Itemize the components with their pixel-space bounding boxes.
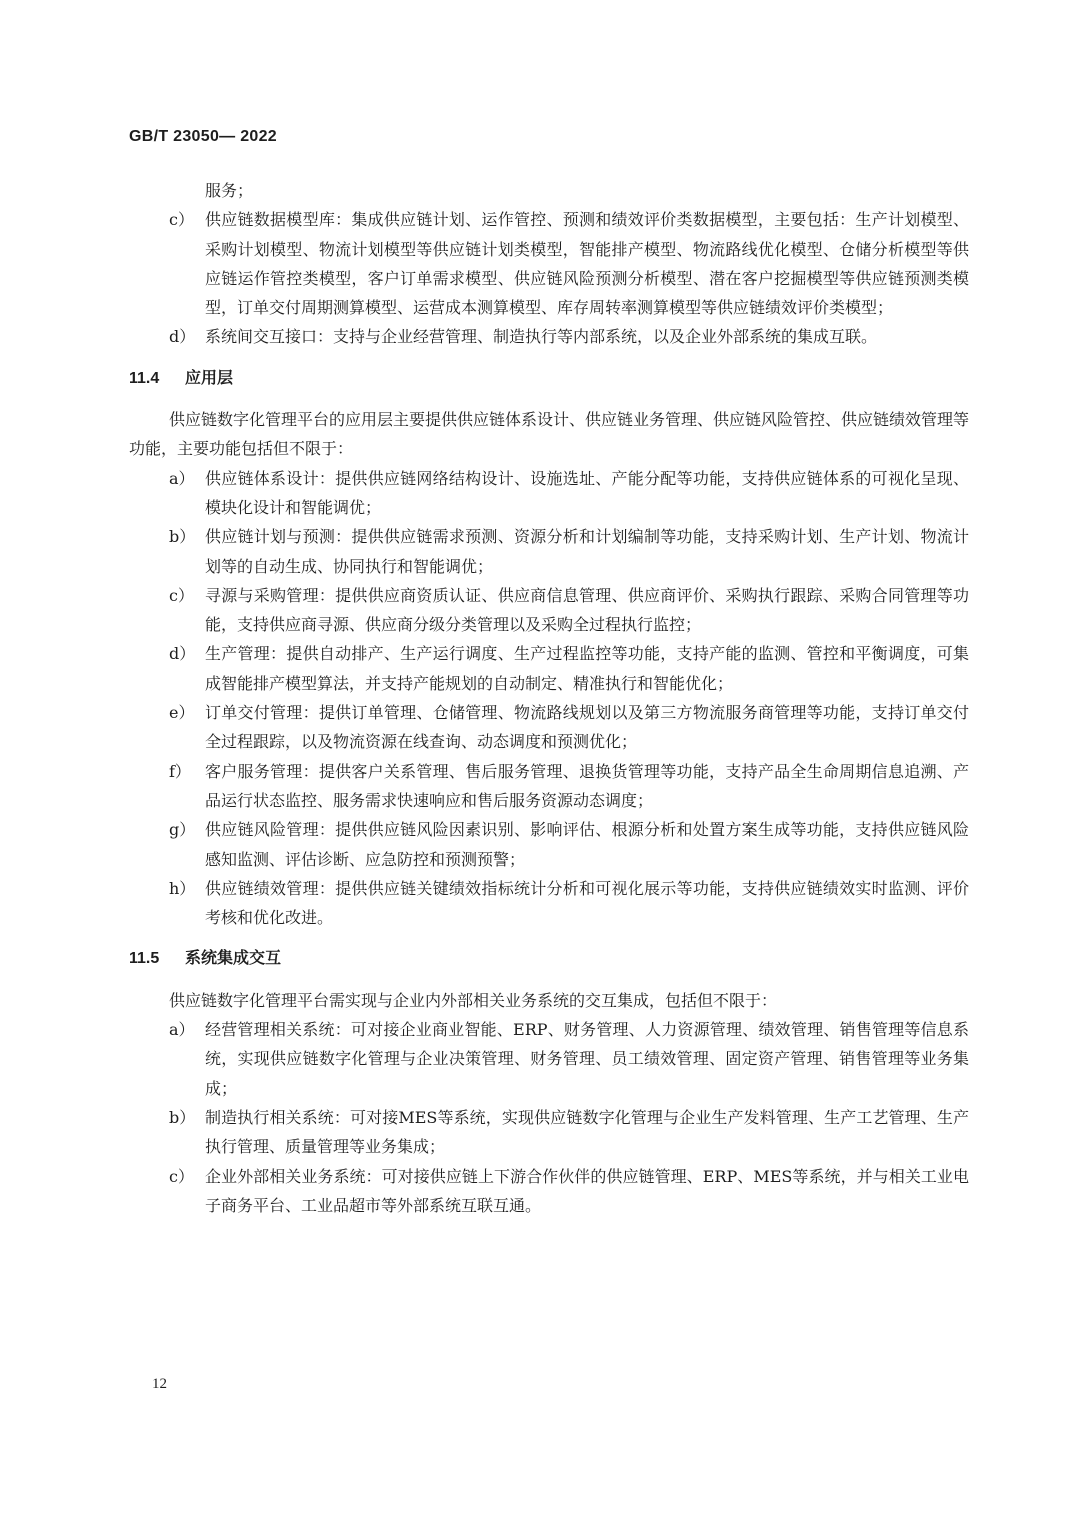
list-item [129,757,969,816]
list-item-text: 供应链数据模型库：集成供应链计划、运作管控、预测和绩效评价类数据模型，主要包括：生产计划模型、采购计划模型、物流计划模型等供应链计划类模型，智能排产模型、物流路线优化模型、仓储分析模型等供应链运作管控类模型，客户订单需求模型、供应链风险预测分析模型、潜在客户挖掘模型等供应链预测类模型，订单交付周期测算模型、运营成本测算模型、库存周转率测算模型等供应链绩效评价类模型； [205,210,969,318]
list-item-label: a） [169,468,195,488]
list-item [129,1162,969,1221]
list-item-label: d） [169,327,196,347]
list-item-text: 生产管理：提供自动排产、生产运行调度、生产过程监控等功能，支持产能的监测、管控和平衡调度，可集成智能排产模型算法，并支持产能规划的自动制定、精准执行和智能优化； [205,644,969,693]
section-title: 应用层 [185,369,234,387]
page-number: 12 [152,1376,167,1392]
document-body [129,176,969,1220]
list-item [129,464,969,523]
list-item-label: c） [169,585,194,605]
section-number: 11.5 [129,950,160,968]
list-item [129,874,969,933]
list-item [129,522,969,581]
list-item [129,1103,969,1162]
list-item-label: c） [169,210,194,230]
list-item-label: b） [169,1107,196,1127]
list-item [129,1015,969,1103]
section-heading-11-4 [129,364,969,393]
section-intro: 供应链数字化管理平台的应用层主要提供供应链体系设计、供应链业务管理、供应链风险管控、供应链绩效管理等功能，主要功能包括但不限于： [129,410,970,459]
list-item [129,815,969,874]
section-heading-11-5 [129,944,969,973]
list-item-text: 经营管理相关系统：可对接企业商业智能、ERP、财务管理、人力资源管理、绩效管理、销售管理等信息系统，实现供应链数字化管理与企业决策管理、财务管理、员工绩效管理、固定资产管理、销售管理等业务集成； [205,1020,969,1098]
list-item-text: 供应链体系设计：提供供应链网络结构设计、设施选址、产能分配等功能，支持供应链体系的可视化呈现、模块化设计和智能调优； [205,468,969,517]
list-item-d [129,322,969,351]
continuation-text: 服务； [205,181,254,200]
list-item-label: b） [169,527,196,547]
list-item-c [129,205,969,322]
list-item-label: d） [169,644,196,664]
list-item-text: 订单交付管理：提供订单管理、仓储管理、物流路线规划以及第三方物流服务商管理等功能，支持订单交付全过程跟踪，以及物流资源在线查询、动态调度和预测优化； [205,703,969,752]
list-item-text: 供应链计划与预测：提供供应链需求预测、资源分析和计划编制等功能，支持采购计划、生产计划、物流计划等的自动生成、协同执行和智能调优； [205,527,969,576]
standard-code: GB/T 23050— 2022 [129,128,277,145]
list-item-text: 供应链风险管理：提供供应链风险因素识别、影响评估、根源分析和处置方案生成等功能，支持供应链风险感知监测、评估诊断、应急防控和预测预警； [205,820,969,869]
list-item-text: 系统间交互接口：支持与企业经营管理、制造执行等内部系统，以及企业外部系统的集成互联。 [205,327,878,347]
section-number: 11.4 [129,369,160,387]
list-item-label: a） [169,1020,195,1040]
list-item-text: 供应链绩效管理：提供供应链关键绩效指标统计分析和可视化展示等功能，支持供应链绩效实时监测、评价考核和优化改进。 [205,878,969,928]
section-intro: 供应链数字化管理平台需实现与企业内外部相关业务系统的交互集成，包括但不限于： [169,990,778,1010]
list-item-label: c） [169,1166,194,1186]
list-item-label: e） [169,703,195,723]
list-item-label: f） [169,761,191,781]
list-item [129,698,969,757]
list-item [129,639,969,698]
list-item [129,581,969,640]
list-item-text: 客户服务管理：提供客户关系管理、售后服务管理、退换货管理等功能，支持产品全生命周期信息追溯、产品运行状态监控、服务需求快速响应和售后服务资源动态调度； [205,761,969,810]
list-item-label: g） [169,820,196,840]
list-item-text: 企业外部相关业务系统：可对接供应链上下游合作伙伴的供应链管理、ERP、MES等系统，并与相关工业电子商务平台、工业品超市等外部系统互联互通。 [205,1166,969,1215]
list-item-label: h） [169,878,196,898]
section-title: 系统集成交互 [185,950,282,968]
list-item-text: 制造执行相关系统：可对接MES等系统，实现供应链数字化管理与企业生产发料管理、生产工艺管理、生产执行管理、质量管理等业务集成； [205,1107,969,1157]
list-item-text: 寻源与采购管理：提供供应商资质认证、供应商信息管理、供应商评价、采购执行跟踪、采购合同管理等功能，支持供应商寻源、供应商分级分类管理以及采购全过程执行监控； [205,585,969,635]
